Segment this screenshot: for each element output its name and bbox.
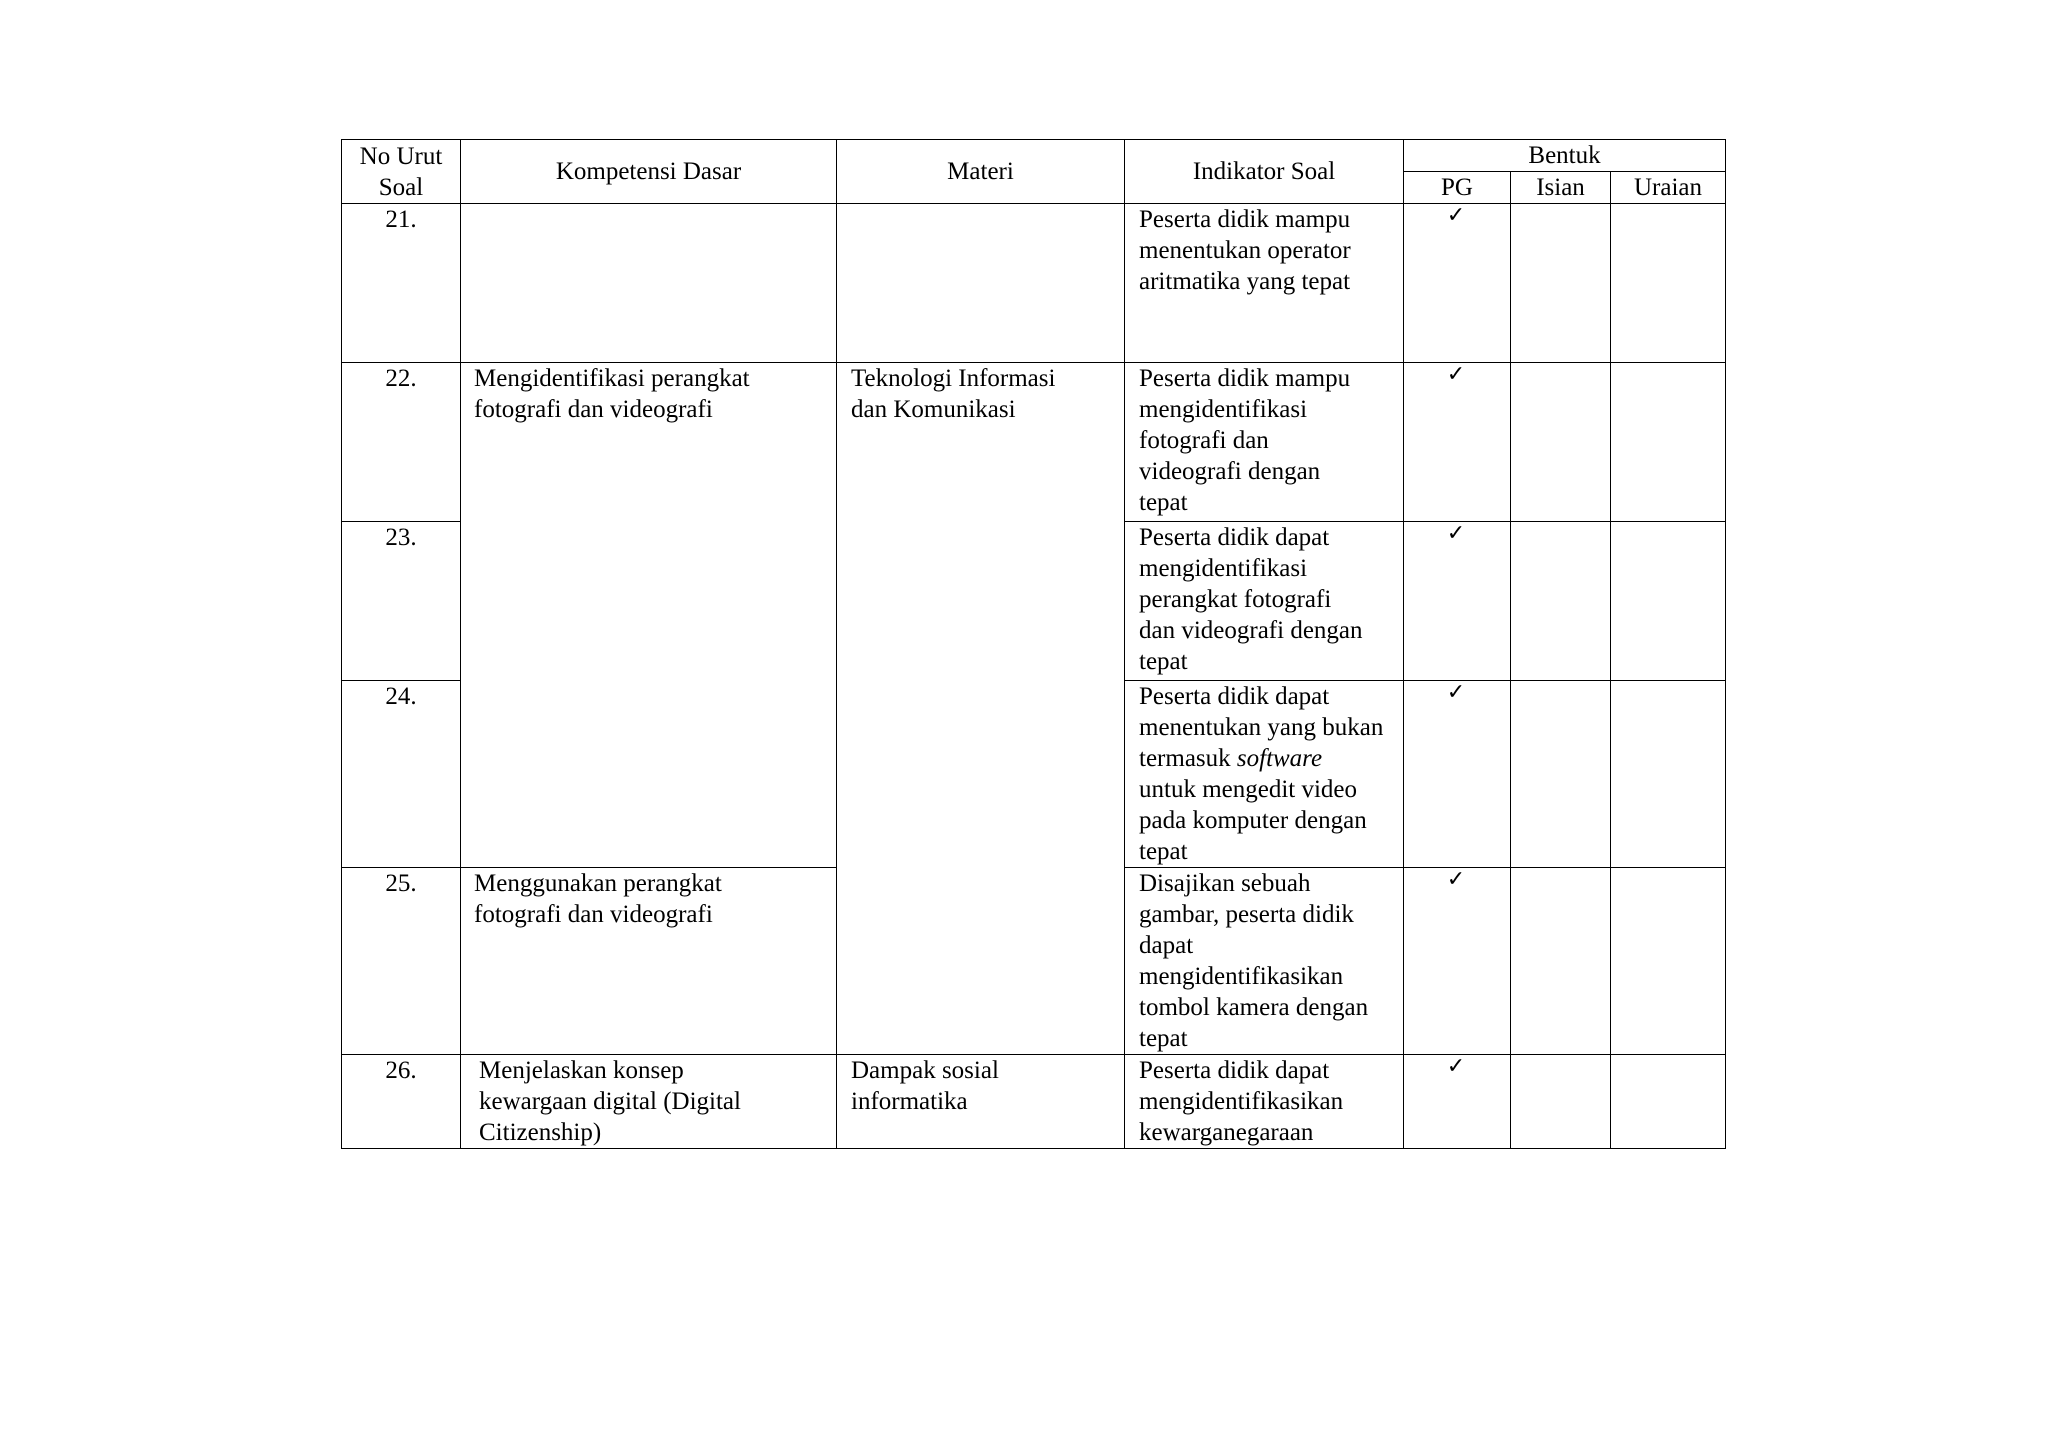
kompetensi-line: Mengidentifikasi perangkat [474,365,750,392]
isian-cell [1511,1055,1611,1149]
isian-cell [1511,204,1611,363]
materi-line: dan Komunikasi [851,396,1016,423]
isian-cell [1511,868,1611,1055]
row-number: 23. [342,522,461,681]
indikator-line: mengidentifikasikan [1139,963,1344,990]
header-kompetensi-dasar: Kompetensi Dasar [461,140,837,204]
check-mark-icon: ✓ [1446,1054,1466,1079]
kompetensi-line: fotografi dan videografi [474,901,713,928]
indikator-line: dapat [1139,932,1194,959]
kompetensi-cell-empty [461,204,837,363]
indikator-cell [1125,868,1404,1055]
materi-line: Dampak sosial [851,1057,999,1084]
indikator-line: Peserta didik dapat [1139,1057,1330,1084]
materi-line: informatika [851,1088,968,1115]
materi-line: Teknologi Informasi [851,365,1056,392]
table-row [342,363,1726,522]
header-indikator-soal: Indikator Soal [1125,140,1404,204]
header-bentuk: Bentuk [1404,140,1726,172]
row-number: 21. [342,204,461,363]
uraian-cell [1611,1055,1726,1149]
pg-cell [1404,868,1511,1055]
check-mark-icon: ✓ [1446,867,1466,892]
kompetensi-line: kewargaan digital (Digital [479,1088,741,1115]
pg-cell [1404,522,1511,681]
kompetensi-line: Citizenship) [479,1119,602,1146]
pg-cell [1404,204,1511,363]
header-isian: Isian [1511,172,1611,204]
indikator-line: kewarganegaraan [1139,1119,1314,1146]
indikator-line: tepat [1139,489,1188,516]
header-row-1 [342,140,1726,172]
materi-cell [837,1055,1125,1149]
indikator-line: menentukan operator [1139,237,1351,264]
kisi-kisi-table [341,139,1726,1149]
header-no-urut-soal [342,140,461,204]
uraian-cell [1611,363,1726,522]
uraian-cell [1611,868,1726,1055]
row-number: 25. [342,868,461,1055]
indikator-line: tombol kamera dengan [1139,994,1369,1021]
header-no-urut-line1: No Urut [359,142,443,170]
check-mark-icon: ✓ [1446,203,1466,228]
indikator-line: mengidentifikasi [1139,555,1308,582]
uraian-cell [1611,681,1726,868]
indikator-line: mengidentifikasi [1139,396,1308,423]
indikator-line: pada komputer dengan [1139,807,1367,834]
indikator-cell [1125,204,1404,363]
indikator-cell [1125,1055,1404,1149]
table-row [342,204,1726,363]
indikator-line: gambar, peserta didik [1139,901,1354,928]
indikator-cell [1125,522,1404,681]
header-materi: Materi [837,140,1125,204]
materi-cell-empty [837,204,1125,363]
indikator-line: tepat [1139,648,1188,675]
indikator-line: dan videografi dengan [1139,617,1363,644]
indikator-line: Disajikan sebuah [1139,870,1311,897]
isian-cell [1511,522,1611,681]
indikator-line: perangkat fotografi [1139,586,1332,613]
kompetensi-line: Menjelaskan konsep [479,1057,684,1084]
row-number: 24. [342,681,461,868]
indikator-line: videografi dengan [1139,458,1321,485]
kompetensi-cell [461,363,837,868]
check-mark-icon: ✓ [1446,680,1466,705]
isian-cell [1511,681,1611,868]
uraian-cell [1611,522,1726,681]
header-uraian: Uraian [1611,172,1726,204]
indikator-cell [1125,681,1404,868]
indikator-line: tepat [1139,1025,1188,1052]
indikator-line: Peserta didik mampu [1139,365,1351,392]
indikator-line: fotografi dan [1139,427,1269,454]
check-mark-icon: ✓ [1446,362,1466,387]
header-no-urut-line2: Soal [378,173,424,201]
kompetensi-line: Menggunakan perangkat [474,870,722,897]
header-pg: PG [1404,172,1511,204]
pg-cell [1404,681,1511,868]
indikator-line [1139,743,1403,774]
row-number: 22. [342,363,461,522]
pg-cell [1404,1055,1511,1149]
indikator-italic-term: software [1236,745,1323,772]
kompetensi-line: fotografi dan videografi [474,396,713,423]
indikator-line: Peserta didik dapat [1139,683,1330,710]
indikator-line: mengidentifikasikan [1139,1088,1344,1115]
check-mark-icon: ✓ [1446,521,1466,546]
indikator-line: tepat [1139,838,1188,865]
table-row [342,1055,1726,1149]
pg-cell [1404,363,1511,522]
indikator-line: menentukan yang bukan [1139,714,1384,741]
row-number: 26. [342,1055,461,1149]
uraian-cell [1611,204,1726,363]
materi-cell [837,363,1125,1055]
isian-cell [1511,363,1611,522]
indikator-line: Peserta didik mampu [1139,206,1351,233]
indikator-line: untuk mengedit video [1139,776,1358,803]
kompetensi-cell [461,868,837,1055]
indikator-line: aritmatika yang tepat [1139,268,1351,295]
kompetensi-cell [461,1055,837,1149]
indikator-cell [1125,363,1404,522]
indikator-line: Peserta didik dapat [1139,524,1330,551]
indikator-text: termasuk [1139,745,1237,772]
